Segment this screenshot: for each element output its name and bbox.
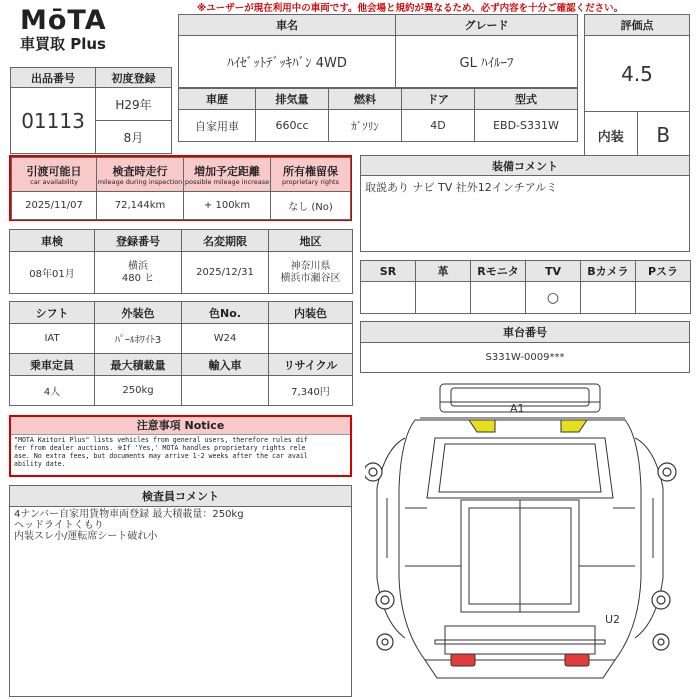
score-label: 評価点 <box>585 15 690 36</box>
rights-header <box>271 158 351 192</box>
area-prefecture: 神奈川県 <box>290 260 331 272</box>
rights-sublabel: proprietary rights <box>281 178 339 186</box>
door-value: 4D <box>402 110 475 142</box>
equipment-label: 装備コメント <box>361 156 690 176</box>
first-reg-year: H29年 <box>96 88 172 121</box>
score-table <box>584 14 690 159</box>
option-leather-value <box>416 282 471 314</box>
shaken-expiry: 08年01月 <box>10 252 95 294</box>
interior-grade: B <box>637 112 690 159</box>
mileage-value: 72,144km <box>97 192 184 220</box>
displacement-value: 660cc <box>256 110 329 142</box>
fuel-label: 燃料 <box>329 89 402 110</box>
grade: GL ﾊｲﾙｰﾌ <box>396 36 578 88</box>
rear-left-lamp <box>451 654 475 666</box>
plate-region: 横浜 <box>128 260 148 272</box>
chassis-value: S331W-0009*** <box>361 343 690 373</box>
increase-value: + 100km <box>184 192 271 220</box>
inspector-line: 内装スレ小/運転席シート破れ小 <box>14 531 158 542</box>
spec-table <box>178 88 578 142</box>
name-change-deadline: 2025/12/31 <box>182 252 269 294</box>
interior-color-label: 内装色 <box>269 302 353 324</box>
option-tv-label: TV <box>526 261 581 282</box>
lot-number: 01113 <box>11 88 96 154</box>
max-load-value: 250kg <box>95 376 182 406</box>
first-reg-month: 8月 <box>96 121 172 154</box>
mileage-sublabel: mileage during inspection <box>97 178 183 186</box>
option-pslide-label: Pスラ <box>636 261 691 282</box>
model-code-label: 型式 <box>475 89 578 110</box>
inspector-line: 4ナンバー自家用貨物車両登録 最大積載量：250kg <box>14 509 244 520</box>
history-value: 自家用車 <box>179 110 256 142</box>
increase-label: 増加予定距離 <box>194 165 260 178</box>
windshield <box>427 438 613 498</box>
option-pslide-value <box>636 282 691 314</box>
notice-line: fer from dealer auctions. ※If 'Yes,' MOTA handles proprietary rights rele <box>14 444 306 452</box>
availability-box <box>9 155 352 221</box>
car-condition-diagram <box>365 378 693 696</box>
front-left-lamp <box>469 420 495 432</box>
plate-label: 登録番号 <box>95 230 182 252</box>
exterior-color-value: ﾊﾟｰﾙﾎﾜｲﾄ3 <box>95 324 182 354</box>
interior-color-value <box>269 324 353 354</box>
car-name-table <box>178 14 578 88</box>
car-name-label: 車名 <box>179 15 396 36</box>
capacity-label: 乗車定員 <box>10 354 95 376</box>
availability-label: 引渡可能日 <box>26 165 82 178</box>
interior-label: 内装 <box>585 112 638 159</box>
increase-header <box>184 158 271 192</box>
availability-date: 2025/11/07 <box>12 192 97 220</box>
color-no-value: W24 <box>182 324 269 354</box>
score-value: 4.5 <box>585 36 690 112</box>
exterior-color-label: 外装色 <box>95 302 182 324</box>
mark-u2: U2 <box>605 613 621 626</box>
notice-line: "MOTA Kaitori Plus" lists vehicles from general users, therefore rules dif <box>14 436 308 444</box>
recycle-value: 7,340円 <box>269 376 353 406</box>
options-table <box>360 260 691 314</box>
equipment-text: 取説あり ナビ TV 社外12インチアルミ <box>361 176 690 252</box>
plate-number <box>95 252 182 294</box>
logo-subtext: 車買取 Plus <box>20 35 106 53</box>
notice-text <box>11 435 350 469</box>
inspector-text <box>10 507 351 544</box>
option-leather-label: 革 <box>416 261 471 282</box>
chassis-table <box>360 321 690 373</box>
inspector-label: 検査員コメント <box>10 486 352 507</box>
availability-table <box>11 157 351 220</box>
history-label: 車歴 <box>179 89 256 110</box>
recycle-label: リサイクル <box>269 354 353 376</box>
shift-label: シフト <box>10 302 95 324</box>
availability-sublabel: car availability <box>30 178 78 186</box>
import-label: 輸入車 <box>182 354 269 376</box>
rights-value: なし (No) <box>271 192 351 220</box>
plate-code: 480 ヒ <box>121 272 155 284</box>
mileage-label: 検査時走行 <box>112 165 168 178</box>
color-no-label: 色No. <box>182 302 269 324</box>
user-warning: ※ユーザーが現在利用中の車両です。他会場と規約が異なるため、必ず内容を十分ご確認ください。 <box>197 3 624 14</box>
notice-line: ability date. <box>14 460 66 468</box>
rear-right-lamp <box>565 654 589 666</box>
inspector-line: ヘッドライトくもり <box>14 520 104 531</box>
increase-sublabel: possible mileage increase <box>184 178 270 186</box>
option-rmonitor-value <box>471 282 526 314</box>
shaken-label: 車検 <box>10 230 95 252</box>
option-sr-value <box>361 282 416 314</box>
area-city: 横浜市瀬谷区 <box>280 272 341 284</box>
grade-label: グレード <box>396 15 578 36</box>
option-sr-label: SR <box>361 261 416 282</box>
inspector-comment <box>10 507 352 697</box>
availability-header <box>12 158 97 192</box>
lot-no-label: 出品番号 <box>11 68 96 88</box>
notice-title: 注意事項 Notice <box>11 417 350 435</box>
mota-logo <box>20 6 107 53</box>
notice-box <box>9 415 352 477</box>
chassis-label: 車台番号 <box>361 322 690 343</box>
fuel-value: ｶﾞｿﾘﾝ <box>329 110 402 142</box>
color-table <box>9 301 353 406</box>
displacement-label: 排気量 <box>256 89 329 110</box>
import-value <box>182 376 269 406</box>
front-right-lamp <box>561 420 587 432</box>
lot-table <box>10 67 172 154</box>
inspector-table <box>9 485 352 697</box>
registration-table <box>9 229 353 294</box>
mileage-header <box>97 158 184 192</box>
model-code-value: EBD-S331W <box>475 110 578 142</box>
notice-line: ase. No extra fees, but documents may arrive 1-2 weeks after the car avail <box>14 452 308 460</box>
logo-text: MōTA <box>20 5 107 36</box>
first-reg-label: 初度登録 <box>96 68 172 88</box>
area-label: 地区 <box>269 230 353 252</box>
equipment-table <box>360 155 690 252</box>
option-bcamera-label: Bカメラ <box>581 261 636 282</box>
rights-label: 所有権留保 <box>283 165 338 178</box>
name-change-label: 名変期限 <box>182 230 269 252</box>
option-tv-value: ○ <box>526 282 581 314</box>
door-label: ドア <box>402 89 475 110</box>
mark-a1: A1 <box>510 402 525 415</box>
option-rmonitor-label: Rモニタ <box>471 261 526 282</box>
car-name: ﾊｲｾﾞｯﾄﾃﾞｯｷﾊﾞﾝ 4WD <box>179 36 396 88</box>
area <box>269 252 353 294</box>
max-load-label: 最大積載量 <box>95 354 182 376</box>
capacity-value: 4人 <box>10 376 95 406</box>
option-bcamera-value <box>581 282 636 314</box>
shift-value: IAT <box>10 324 95 354</box>
